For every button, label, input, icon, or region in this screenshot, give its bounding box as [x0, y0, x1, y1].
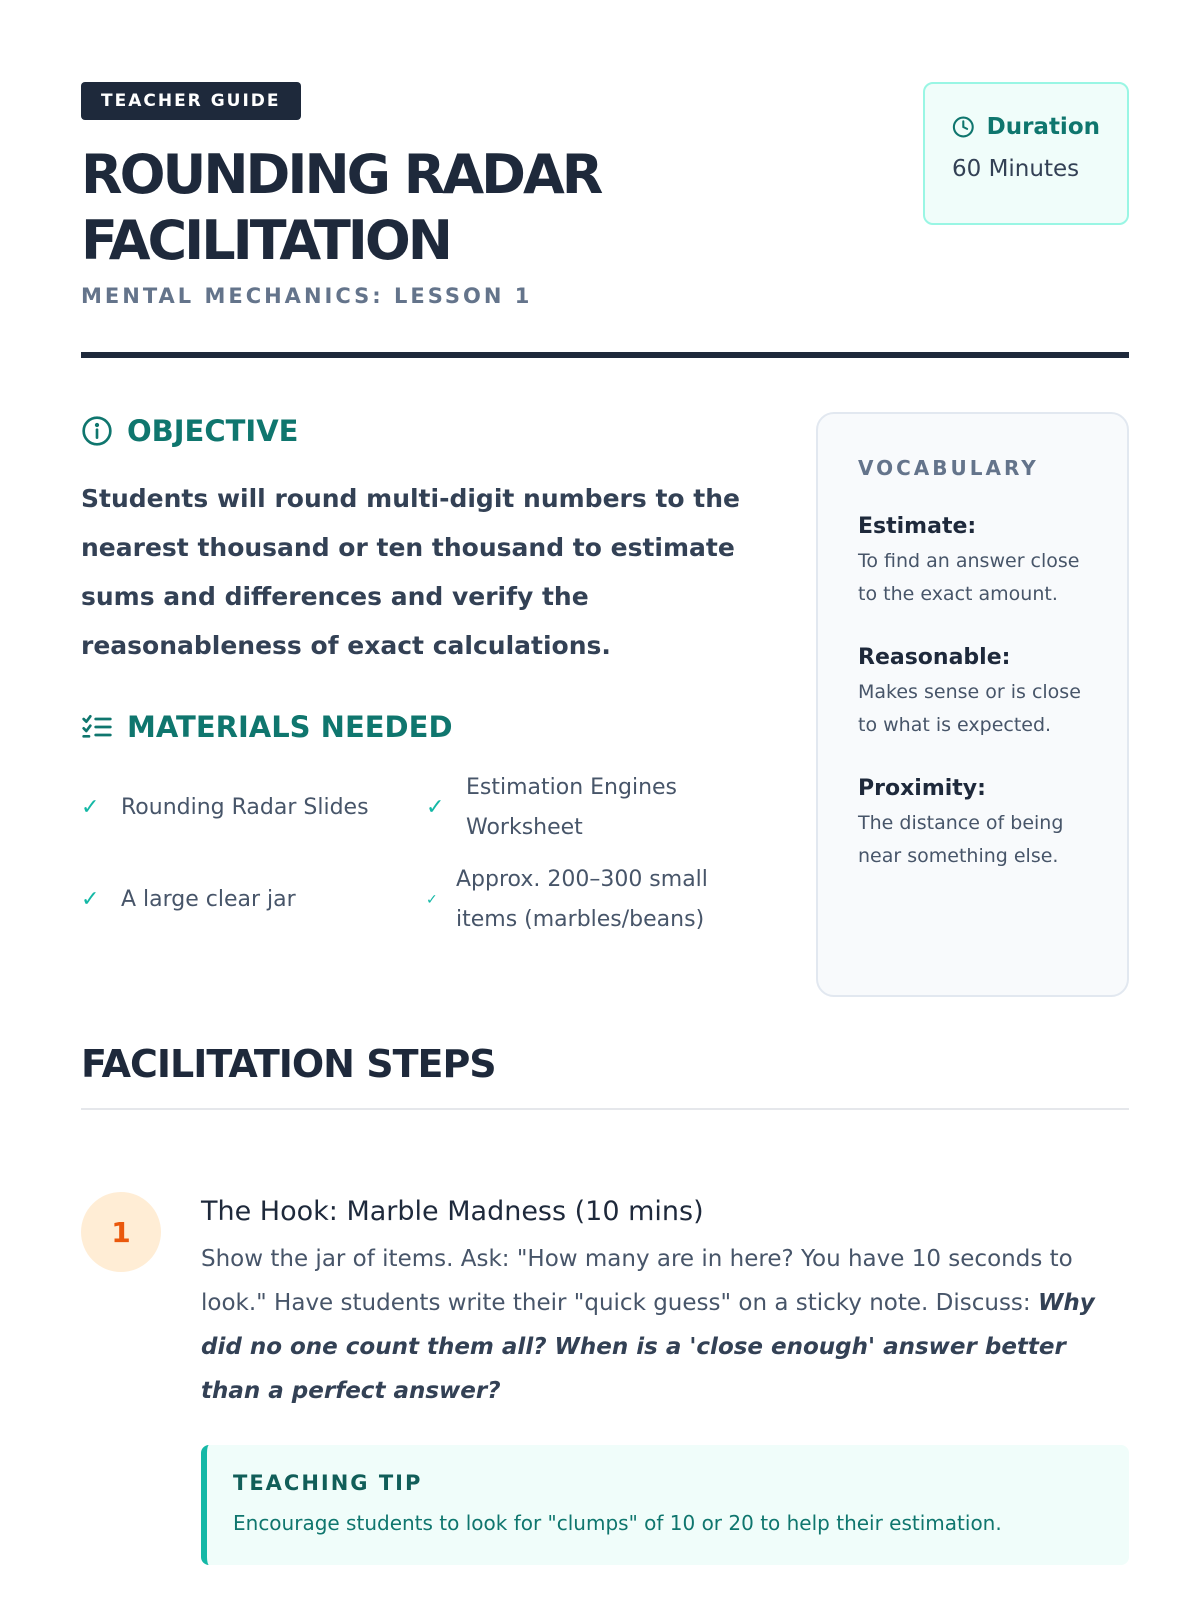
vocab-term — [858, 776, 1087, 873]
vocab-term-definition: The distance of being near something else. — [858, 812, 1064, 867]
objective-text: Students will round multi-digit numbers to the nearest thousand or ten thousand to estimate sums and differences and verify the reasonableness of exact calculations. — [81, 484, 740, 660]
materials-heading — [81, 710, 761, 744]
facilitation-steps-heading: FACILITATION STEPS — [81, 1042, 1129, 1110]
vocab-term-name: Reasonable: — [858, 645, 1011, 670]
vocab-term — [858, 514, 1087, 611]
title-line-1: ROUNDING RADAR — [81, 143, 601, 206]
step-text — [201, 1237, 1129, 1413]
material-item — [426, 860, 761, 940]
duration-card — [923, 82, 1129, 225]
material-item — [426, 768, 761, 848]
vocabulary-card — [816, 412, 1129, 997]
teaching-tip-heading: TEACHING TIP — [233, 1471, 423, 1495]
checklist-icon — [81, 711, 113, 743]
step-body — [201, 1192, 1129, 1565]
vocab-term — [858, 645, 1087, 742]
header-divider — [81, 352, 1129, 358]
vocab-term-definition: To find an answer close to the exact amount. — [858, 550, 1080, 605]
left-column — [81, 414, 761, 940]
teacher-guide-page — [81, 82, 1129, 1535]
step-title: The Hook: Marble Madness (10 mins) — [201, 1196, 704, 1227]
vocab-term-name: Estimate: — [858, 514, 977, 539]
teaching-tip-text: Encourage students to look for "clumps" of 10 or 20 to help their estimation. — [233, 1511, 1002, 1535]
step-text-main: Show the jar of items. Ask: "How many are in here? You have 10 seconds to look." Have students write their "quick guess" on a sticky note. Discuss: — [201, 1246, 1073, 1316]
info-icon — [81, 415, 113, 447]
step-text-emphasis: Why did no one count them all? When is a 'close enough' answer better than a perfect answer? — [201, 1290, 1095, 1404]
check-icon: ✓ — [81, 795, 100, 820]
teaching-tip-callout — [201, 1445, 1129, 1565]
step-number-badge: 1 — [81, 1192, 161, 1272]
lesson-subtitle: MENTAL MECHANICS: LESSON 1 — [81, 284, 533, 308]
material-item-label: Rounding Radar Slides — [121, 795, 369, 820]
vocabulary-heading: VOCABULARY — [858, 456, 1039, 480]
material-item-label: Approx. 200–300 small items (marbles/beans) — [456, 867, 708, 932]
duration-header — [952, 114, 1100, 140]
check-icon: ✓ — [426, 795, 445, 820]
teacher-guide-badge: TEACHER GUIDE — [81, 82, 301, 120]
check-icon: ✓ — [426, 892, 438, 908]
duration-value: 60 Minutes — [952, 156, 1080, 182]
objective-heading-label: OBJECTIVE — [127, 414, 299, 448]
objective-heading — [81, 414, 761, 448]
material-item-label: Estimation Engines Worksheet — [466, 775, 678, 840]
material-item — [81, 860, 426, 940]
vocab-term-definition: Makes sense or is close to what is expected. — [858, 681, 1081, 736]
title-line-2: FACILITATION — [81, 209, 450, 272]
material-item-label: A large clear jar — [121, 887, 296, 912]
duration-label: Duration — [986, 114, 1100, 140]
materials-list — [81, 768, 761, 940]
material-item — [81, 768, 426, 848]
vocab-term-name: Proximity: — [858, 776, 986, 801]
clock-icon — [952, 114, 975, 140]
materials-heading-label: MATERIALS NEEDED — [127, 710, 453, 744]
check-icon: ✓ — [81, 887, 100, 912]
